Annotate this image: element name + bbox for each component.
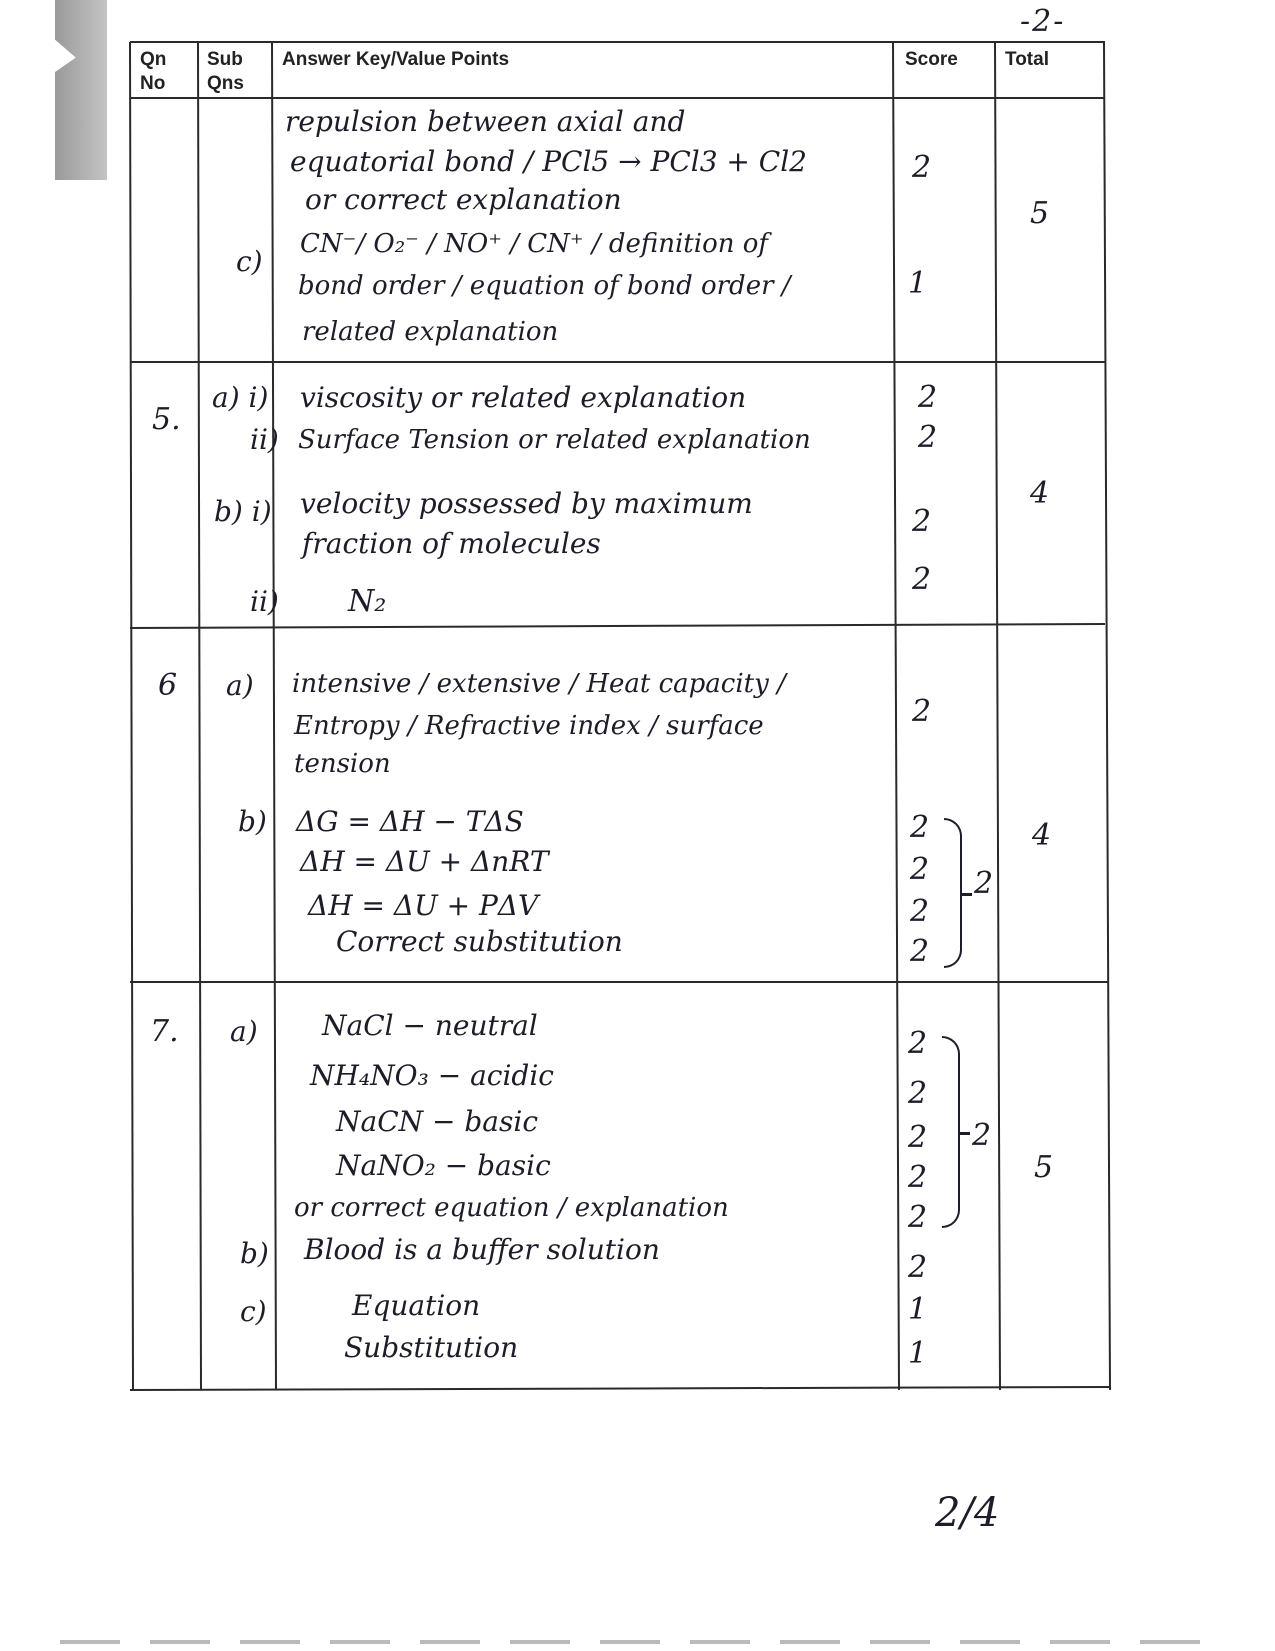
q7-c-score-2: 1 xyxy=(908,1336,928,1371)
q5-a-i-score: 2 xyxy=(918,380,938,415)
q6-a-score: 2 xyxy=(912,694,932,729)
q7-a-bracket-score: 2 xyxy=(972,1118,992,1153)
q7-c-line-1: Equation xyxy=(352,1289,481,1322)
q5-b-i-line-1: velocity possessed by maximum xyxy=(300,487,753,520)
q7-b-text: Blood is a buffer solution xyxy=(304,1233,660,1266)
header-score: Score xyxy=(905,49,958,70)
q5-b-i-score: 2 xyxy=(912,504,932,539)
q5-a-ii-text: Surface Tension or related explanation xyxy=(298,425,811,455)
q7-a-line-5: or correct equation / explanation xyxy=(294,1193,729,1223)
q5-b-ii-text: N₂ xyxy=(348,584,387,619)
q7-c-label: c) xyxy=(240,1295,267,1328)
q5-b-ii-label: ii) xyxy=(250,585,279,618)
q5-b-i-label: b) i) xyxy=(214,495,272,528)
header-qn-no-text: Qn No xyxy=(140,49,167,94)
cont-c-line-3: related explanation xyxy=(302,317,559,347)
q7-a-line-3: NaCN − basic xyxy=(336,1105,539,1138)
q7-total: 5 xyxy=(1034,1150,1054,1185)
cont-answer-line-1: repulsion between axial and xyxy=(285,105,686,138)
q6-b-line-1: ΔG = ΔH − TΔS xyxy=(296,805,524,838)
page-fraction-marker: 2/4 xyxy=(935,1490,1000,1536)
q7-a-line-4: NaNO₂ − basic xyxy=(336,1149,551,1182)
q5-a-i-label: a) i) xyxy=(212,381,269,414)
cont-total: 5 xyxy=(1030,196,1050,231)
q5-a-ii-score: 2 xyxy=(918,420,938,455)
col-divider-score xyxy=(995,42,1000,1390)
q6-a-line-1: intensive / extensive / Heat capacity / xyxy=(292,669,786,699)
cont-answer-score: 2 xyxy=(912,150,932,185)
col-divider-answer xyxy=(893,42,899,1390)
q5-a-i-text: viscosity or related explanation xyxy=(300,381,747,414)
q5-b-ii-score: 2 xyxy=(912,562,932,597)
q6-b-score-4: 2 xyxy=(910,934,930,969)
cont-sub-c-label: c) xyxy=(236,245,263,278)
q7-a-score-2: 2 xyxy=(908,1076,928,1111)
col-divider-qn xyxy=(198,42,201,1390)
q6-b-line-3: ΔH = ΔU + PΔV xyxy=(308,889,539,922)
header-total: Total xyxy=(1005,49,1049,70)
q6-b-label: b) xyxy=(238,805,267,838)
q5-number: 5. xyxy=(152,402,181,437)
cont-answer-line-3: or correct explanation xyxy=(305,183,622,216)
q7-a-score-1: 2 xyxy=(908,1026,928,1061)
q6-b-line-2: ΔH = ΔU + ΔnRT xyxy=(300,845,549,878)
cont-answer-line-2: equatorial bond / PCl5 → PCl3 + Cl2 xyxy=(290,145,807,178)
q7-a-line-1: NaCl − neutral xyxy=(322,1009,538,1042)
q7-a-score-4: 2 xyxy=(908,1160,928,1195)
q6-a-line-3: tension xyxy=(294,749,391,779)
cont-c-line-2: bond order / equation of bond order / xyxy=(298,271,791,301)
q6-number: 6 xyxy=(158,668,178,703)
q6-b-line-4: Correct substitution xyxy=(336,925,623,958)
cont-c-line-1: CN⁻/ O₂⁻ / NO⁺ / CN⁺ / definition of xyxy=(300,229,769,259)
q7-number: 7. xyxy=(150,1014,179,1049)
q6-b-score-1: 2 xyxy=(910,810,930,845)
col-divider-sub xyxy=(272,42,276,1390)
q5-total: 4 xyxy=(1030,476,1050,511)
q6-b-bracket-score: 2 xyxy=(974,866,994,901)
header-qn-no xyxy=(140,48,180,96)
table-left-border xyxy=(130,42,133,1390)
q6-b-score-2: 2 xyxy=(910,852,930,887)
table-right-border xyxy=(1104,42,1110,1390)
q6-b-score-3: 2 xyxy=(910,894,930,929)
q5-a-ii-label: ii) xyxy=(250,423,279,456)
page-number: -2- xyxy=(1020,4,1066,39)
q7-a-line-2: NH₄NO₃ − acidic xyxy=(310,1059,554,1092)
q7-b-label: b) xyxy=(240,1237,269,1270)
q5-b-i-line-2: fraction of molecules xyxy=(302,527,601,560)
q6-a-line-2: Entropy / Refractive index / surface xyxy=(294,711,764,741)
q7-c-line-2: Substitution xyxy=(344,1331,519,1364)
q7-c-score-1: 1 xyxy=(908,1292,928,1327)
q6-total: 4 xyxy=(1032,818,1052,853)
table-bottom-border xyxy=(130,1387,1110,1390)
header-sub-qns: Sub Qns xyxy=(207,49,244,94)
header-answer-key: Answer Key/Value Points xyxy=(282,49,510,70)
q7-a-score-5: 2 xyxy=(908,1200,928,1235)
q7-a-score-3: 2 xyxy=(908,1120,928,1155)
cont-c-score: 1 xyxy=(908,266,928,301)
q6-b-brace xyxy=(944,818,962,968)
q7-a-brace xyxy=(942,1036,960,1228)
q7-a-label: a) xyxy=(230,1015,258,1048)
row-divider-q5-q6 xyxy=(130,624,1105,628)
q7-b-score: 2 xyxy=(908,1250,928,1285)
scan-bottom-edge xyxy=(60,1640,1220,1644)
q6-a-label: a) xyxy=(226,669,254,702)
